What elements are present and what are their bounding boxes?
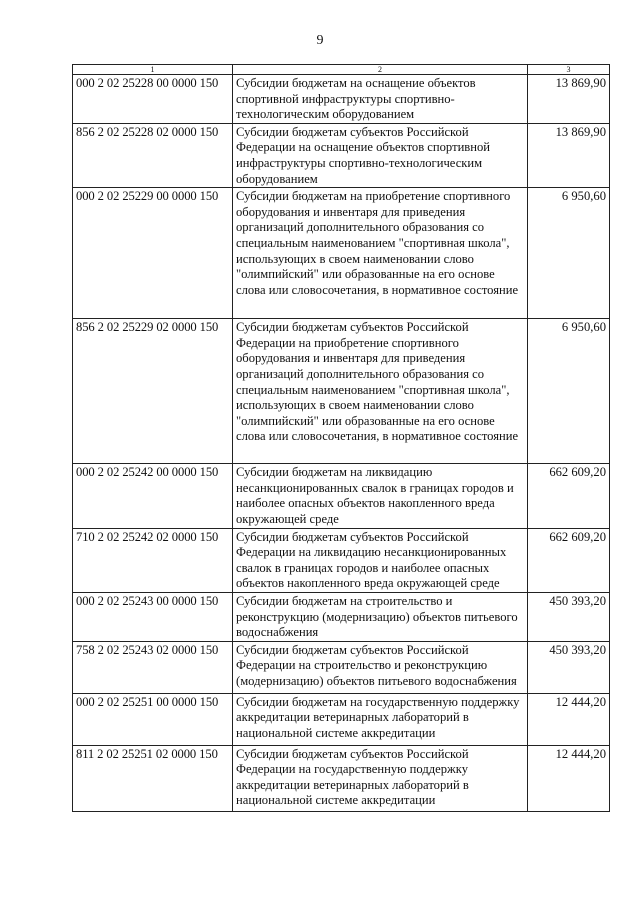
amount: 13 869,90 [528, 75, 610, 124]
table-row [73, 693, 610, 745]
budget-code: 856 2 02 25228 02 0000 150 [73, 123, 233, 187]
budget-code: 000 2 02 25251 00 0000 150 [73, 693, 233, 745]
amount: 662 609,20 [528, 464, 610, 528]
budget-code: 811 2 02 25251 02 0000 150 [73, 745, 233, 811]
page-number: 9 [316, 33, 324, 48]
table-row [73, 641, 610, 693]
table-row [73, 745, 610, 811]
amount: 13 869,90 [528, 123, 610, 187]
amount: 450 393,20 [528, 592, 610, 641]
revenue-description: Субсидии бюджетам субъектов Российской Федерации на ликвидацию несанкционированных свалок в границах городов и наиболее опасных объектов накопленного вреда окружающей среде [233, 528, 528, 592]
amount: 450 393,20 [528, 641, 610, 693]
amount: 662 609,20 [528, 528, 610, 592]
revenue-description: Субсидии бюджетам на ликвидацию несанкционированных свалок в границах городов и наиболее опасных объектов накопленного вреда окружающей среде [233, 464, 528, 528]
budget-code: 758 2 02 25243 02 0000 150 [73, 641, 233, 693]
table-row [73, 464, 610, 528]
column-number-row [73, 65, 610, 75]
table-row [73, 188, 610, 319]
revenue-description: Субсидии бюджетам на строительство и реконструкцию (модернизацию) объектов питьевого водоснабжения [233, 592, 528, 641]
amount: 12 444,20 [528, 693, 610, 745]
amount: 12 444,20 [528, 745, 610, 811]
revenue-description: Субсидии бюджетам субъектов Российской Федерации на приобретение спортивного оборудования и инвентаря для приведения организаций дополнительного образования со специальным наименованием "спортивная школа", использующих в своем наименовании слово "олимпийский" или образованные на его основе слова или словосочетания, в нормативное состояние [233, 319, 528, 464]
budget-code: 710 2 02 25242 02 0000 150 [73, 528, 233, 592]
column-number-1: 1 [73, 65, 233, 75]
revenue-description: Субсидии бюджетам на государственную поддержку аккредитации ветеринарных лабораторий в национальной системе аккредитации [233, 693, 528, 745]
budget-code: 000 2 02 25242 00 0000 150 [73, 464, 233, 528]
table-row [73, 75, 610, 124]
amount: 6 950,60 [528, 188, 610, 319]
table-row [73, 319, 610, 464]
revenue-description: Субсидии бюджетам субъектов Российской Федерации на государственную поддержку аккредитации ветеринарных лабораторий в национальной системе аккредитации [233, 745, 528, 811]
revenue-description: Субсидии бюджетам субъектов Российской Федерации на оснащение объектов спортивной инфраструктуры спортивно-технологическим оборудованием [233, 123, 528, 187]
table-row [73, 528, 610, 592]
amount: 6 950,60 [528, 319, 610, 464]
table-row [73, 592, 610, 641]
budget-code: 000 2 02 25228 00 0000 150 [73, 75, 233, 124]
budget-code: 856 2 02 25229 02 0000 150 [73, 319, 233, 464]
table-row [73, 123, 610, 187]
revenue-description: Субсидии бюджетам на приобретение спортивного оборудования и инвентаря для приведения организаций дополнительного образования со специальным наименованием "спортивная школа", использующих в своем наименовании слово "олимпийский" или образованные на его основе слова или словосочетания, в нормативное состояние [233, 188, 528, 319]
budget-code: 000 2 02 25229 00 0000 150 [73, 188, 233, 319]
revenue-description: Субсидии бюджетам на оснащение объектов спортивной инфраструктуры спортивно-технологическим оборудованием [233, 75, 528, 124]
budget-revenue-table [72, 64, 610, 812]
column-number-2: 2 [233, 65, 528, 75]
budget-code: 000 2 02 25243 00 0000 150 [73, 592, 233, 641]
column-number-3: 3 [528, 65, 610, 75]
revenue-description: Субсидии бюджетам субъектов Российской Федерации на строительство и реконструкцию (модернизацию) объектов питьевого водоснабжения [233, 641, 528, 693]
